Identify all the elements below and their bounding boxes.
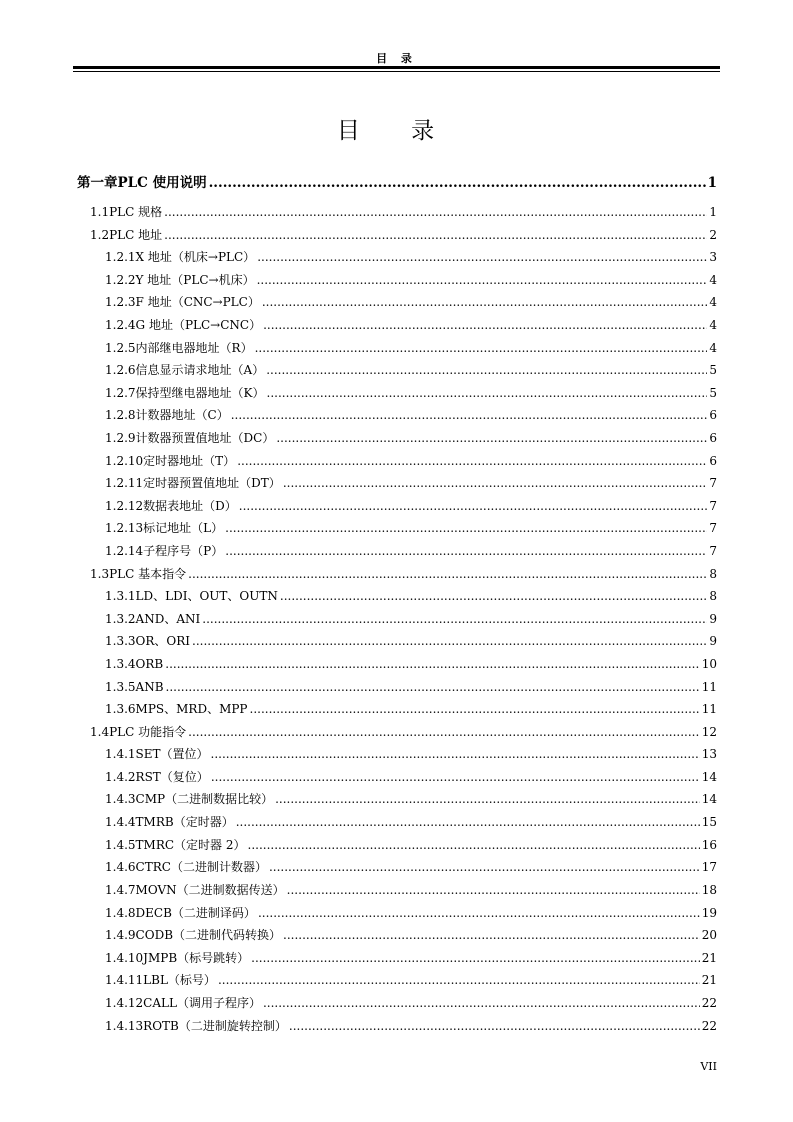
toc-entry-page: 22 (701, 996, 717, 1010)
dot-leader (262, 294, 708, 310)
toc-entry-number: 1.2.1 (105, 250, 136, 264)
toc-entry-label: CODB（二进制代码转换） (135, 928, 282, 942)
dot-leader (248, 837, 700, 853)
toc-entry-number: 1.2.12 (105, 499, 144, 513)
toc-entry-label: PLC 使用说明 (117, 175, 207, 191)
toc-entry-label: TMRC（定时器 2） (135, 838, 246, 852)
dot-leader (267, 385, 708, 401)
toc-entry-number: 1.2 (90, 228, 110, 242)
dot-leader (276, 430, 707, 446)
dot-leader (188, 724, 700, 740)
toc-entry-page: 11 (701, 702, 717, 716)
toc-entry-number: 第一章 (77, 175, 118, 191)
toc-entry-number: 1.3.3 (105, 634, 136, 648)
toc-entry-label: LD、LDI、OUT、OUTN (135, 589, 278, 603)
toc-entry-label: SET（置位） (135, 747, 209, 761)
toc-entry-number: 1.4.1 (105, 747, 136, 761)
toc-entry-label: 信息显示请求地址（A） (135, 363, 265, 377)
dot-leader (289, 1018, 700, 1034)
toc-entry[interactable] (105, 814, 717, 830)
dot-leader (231, 407, 708, 423)
toc-entry-label: OR、ORI (135, 634, 191, 648)
toc-entry-number: 1.2.4 (105, 318, 136, 332)
toc-entry[interactable] (105, 701, 717, 717)
toc-entry-label: 标记地址（L） (143, 521, 224, 535)
toc-entry-number: 1.2.11 (105, 476, 144, 490)
toc-entry-page: 14 (701, 792, 717, 806)
dot-leader (209, 174, 706, 192)
toc-entry[interactable] (105, 905, 717, 921)
toc-entry-label: DECB（二进制译码） (135, 906, 256, 920)
toc-entry-page: 7 (709, 521, 717, 535)
toc-entry[interactable] (105, 272, 717, 288)
toc-entry-page: 18 (701, 883, 717, 897)
header-rule-thin (73, 71, 720, 72)
toc-entry[interactable] (90, 724, 717, 740)
toc-entry-page: 9 (709, 612, 717, 626)
toc-entry[interactable] (105, 588, 717, 604)
toc-entry[interactable] (105, 430, 717, 446)
toc-entry[interactable] (105, 859, 717, 875)
toc-entry[interactable] (90, 227, 717, 243)
dot-leader (225, 543, 707, 559)
toc-entry-number: 1.4.7 (105, 883, 136, 897)
toc-entry[interactable] (105, 746, 717, 762)
dot-leader (165, 656, 699, 672)
toc-entry-number: 1.2.5 (105, 341, 136, 355)
dot-leader (164, 204, 707, 220)
toc-entry-page: 5 (709, 386, 717, 400)
toc-entry-page: 14 (701, 770, 717, 784)
toc-entry-number: 1.3.5 (105, 680, 136, 694)
toc-entry-label: 定时器地址（T） (143, 454, 236, 468)
dot-leader (263, 317, 707, 333)
dot-leader (263, 995, 700, 1011)
header-rule-thick (73, 66, 720, 69)
toc-entry-page: 1 (707, 175, 717, 191)
toc-entry[interactable] (105, 340, 717, 356)
toc-entry-page: 21 (701, 973, 717, 987)
toc-entry[interactable] (105, 317, 717, 333)
toc-entry[interactable] (105, 294, 717, 310)
toc-entry-label: RST（复位） (135, 770, 209, 784)
toc-entry-page: 1 (709, 205, 717, 219)
toc-entry[interactable] (105, 633, 717, 649)
toc-entry[interactable] (105, 475, 717, 491)
toc-entry-number: 1.2.9 (105, 431, 136, 445)
dot-leader (269, 859, 700, 875)
toc-entry-page: 8 (709, 567, 717, 581)
toc-entry-label: CALL（调用子程序） (143, 996, 261, 1010)
toc-entry-number: 1.2.10 (105, 454, 144, 468)
toc-entry-number: 1.4 (90, 725, 110, 739)
dot-leader (237, 453, 707, 469)
dot-leader (287, 882, 700, 898)
toc-entry-page: 7 (709, 544, 717, 558)
dot-leader (225, 520, 707, 536)
dot-leader (239, 498, 708, 514)
toc-entry-label: Y 地址（PLC→机床） (135, 273, 255, 287)
toc-entry-label: PLC 规格 (109, 205, 163, 219)
toc-entry-number: 1.1 (90, 205, 110, 219)
toc-entry-page: 6 (709, 431, 717, 445)
toc-entry-label: LBL（标号） (143, 973, 216, 987)
toc-entry-label: CTRC（二进制计数器） (135, 860, 267, 874)
toc-entry-page: 11 (701, 680, 717, 694)
toc-entry-label: PLC 基本指令 (109, 567, 187, 581)
toc-entry-number: 1.4.4 (105, 815, 136, 829)
toc-entry-page: 8 (709, 589, 717, 603)
toc-entry-page: 10 (701, 657, 717, 671)
dot-leader (202, 611, 707, 627)
toc-entry[interactable] (90, 204, 717, 220)
toc-entry-label: AND、ANI (135, 612, 201, 626)
toc-entry[interactable] (105, 837, 717, 853)
dot-leader (188, 566, 707, 582)
toc-entry-label: 定时器预置值地址（DT） (143, 476, 281, 490)
toc-entry-number: 1.4.9 (105, 928, 136, 942)
toc-entry-number: 1.4.2 (105, 770, 136, 784)
toc-entry-number: 1.4.6 (105, 860, 136, 874)
page-number: VII (700, 1060, 717, 1073)
toc-entry-label: TMRB（定时器） (135, 815, 234, 829)
toc-entry-page: 9 (709, 634, 717, 648)
toc-entry[interactable] (105, 385, 717, 401)
toc-entry-page: 13 (701, 747, 717, 761)
toc-entry-number: 1.2.8 (105, 408, 136, 422)
toc-entry-page: 19 (701, 906, 717, 920)
toc-entry-label: 子程序号（P） (143, 544, 224, 558)
toc-entry-page: 5 (709, 363, 717, 377)
toc-entry[interactable] (105, 995, 717, 1011)
toc-entry-number: 1.4.5 (105, 838, 136, 852)
toc-entry-page: 12 (701, 725, 717, 739)
toc-entry-number: 1.3.2 (105, 612, 136, 626)
toc-entry-label: 保持型继电器地址（K） (135, 386, 265, 400)
dot-leader (250, 701, 700, 717)
toc-entry[interactable] (105, 453, 717, 469)
toc-entry[interactable] (105, 1018, 717, 1034)
toc-entry-label: MPS、MRD、MPP (135, 702, 248, 716)
toc-entry[interactable] (105, 543, 717, 559)
dot-leader (280, 588, 707, 604)
toc-entry-label: F 地址（CNC→PLC） (135, 295, 260, 309)
toc-entry-number: 1.2.2 (105, 273, 136, 287)
toc-entry-number: 1.4.8 (105, 906, 136, 920)
toc-entry-number: 1.2.7 (105, 386, 136, 400)
toc-entry[interactable] (105, 407, 717, 423)
dot-leader (166, 679, 700, 695)
toc-entry-label: PLC 地址 (109, 228, 163, 242)
toc-entry-label: 计数器预置值地址（DC） (135, 431, 275, 445)
dot-leader (218, 972, 700, 988)
toc-entry[interactable] (77, 174, 717, 192)
dot-leader (211, 746, 700, 762)
toc-entry-label: MOVN（二进制数据传送） (135, 883, 285, 897)
toc-entry[interactable] (105, 656, 717, 672)
dot-leader (255, 340, 708, 356)
toc-entry-page: 4 (709, 318, 717, 332)
toc-entry-number: 1.2.6 (105, 363, 136, 377)
toc-entry[interactable] (105, 362, 717, 378)
toc-entry-page: 6 (709, 454, 717, 468)
toc-entry-label: JMPB（标号跳转） (143, 951, 250, 965)
toc-entry[interactable] (105, 769, 717, 785)
toc-entry-number: 1.3 (90, 567, 110, 581)
toc-entry-number: 1.3.4 (105, 657, 136, 671)
running-header-title: 目 录 (376, 52, 417, 65)
toc-entry-label: G 地址（PLC→CNC） (135, 318, 262, 332)
toc-entry-page: 17 (701, 860, 717, 874)
dot-leader (164, 227, 707, 243)
toc-entry-label: ANB (135, 680, 164, 694)
toc-entry-label: X 地址（机床→PLC） (135, 250, 256, 264)
toc-entry[interactable] (105, 520, 717, 536)
toc-entry-page: 3 (709, 250, 717, 264)
dot-leader (211, 769, 700, 785)
toc-entry[interactable] (90, 566, 717, 582)
dot-leader (283, 475, 708, 491)
toc-entry-page: 4 (709, 295, 717, 309)
toc-entry-number: 1.3.6 (105, 702, 136, 716)
dot-leader (257, 272, 708, 288)
page-title: 目 录 (336, 118, 457, 144)
toc-entry-number: 1.4.3 (105, 792, 136, 806)
toc-entry[interactable] (105, 791, 717, 807)
toc-entry-page: 21 (701, 951, 717, 965)
toc-entry[interactable] (105, 611, 717, 627)
dot-leader (283, 927, 700, 943)
toc-entry-page: 7 (709, 476, 717, 490)
toc-entry-number: 1.4.11 (105, 973, 144, 987)
dot-leader (251, 950, 700, 966)
toc-entry[interactable] (105, 927, 717, 943)
toc-entry-label: ROTB（二进制旋转控制） (143, 1019, 287, 1033)
dot-leader (266, 362, 707, 378)
dot-leader (275, 791, 700, 807)
toc-entry-page: 22 (701, 1019, 717, 1033)
toc-entry[interactable] (105, 249, 717, 265)
toc-entry-label: CMP（二进制数据比较） (135, 792, 274, 806)
toc-entry-page: 2 (709, 228, 717, 242)
toc-entry-label: 内部继电器地址（R） (135, 341, 253, 355)
toc-entry-page: 16 (701, 838, 717, 852)
toc-entry-page: 15 (701, 815, 717, 829)
toc-entry-label: PLC 功能指令 (109, 725, 187, 739)
toc-entry-page: 7 (709, 499, 717, 513)
toc-entry-number: 1.2.13 (105, 521, 144, 535)
toc-entry[interactable] (105, 950, 717, 966)
toc-entry[interactable] (105, 498, 717, 514)
toc-entry-label: ORB (135, 657, 164, 671)
toc-entry-page: 4 (709, 341, 717, 355)
toc-entry-number: 1.4.12 (105, 996, 144, 1010)
toc-entry-page: 4 (709, 273, 717, 287)
toc-entry[interactable] (105, 972, 717, 988)
toc-entry-number: 1.4.10 (105, 951, 144, 965)
dot-leader (257, 249, 707, 265)
dot-leader (236, 814, 700, 830)
dot-leader (258, 905, 700, 921)
toc-entry-number: 1.2.3 (105, 295, 136, 309)
toc-entry-label: 计数器地址（C） (135, 408, 229, 422)
toc-entry-label: 数据表地址（D） (143, 499, 237, 513)
toc-entry-page: 20 (701, 928, 717, 942)
toc-entry-number: 1.3.1 (105, 589, 136, 603)
dot-leader (192, 633, 707, 649)
toc-entry[interactable] (105, 679, 717, 695)
toc-entry[interactable] (105, 882, 717, 898)
toc-entry-number: 1.4.13 (105, 1019, 144, 1033)
toc-entry-number: 1.2.14 (105, 544, 144, 558)
toc-entry-page: 6 (709, 408, 717, 422)
